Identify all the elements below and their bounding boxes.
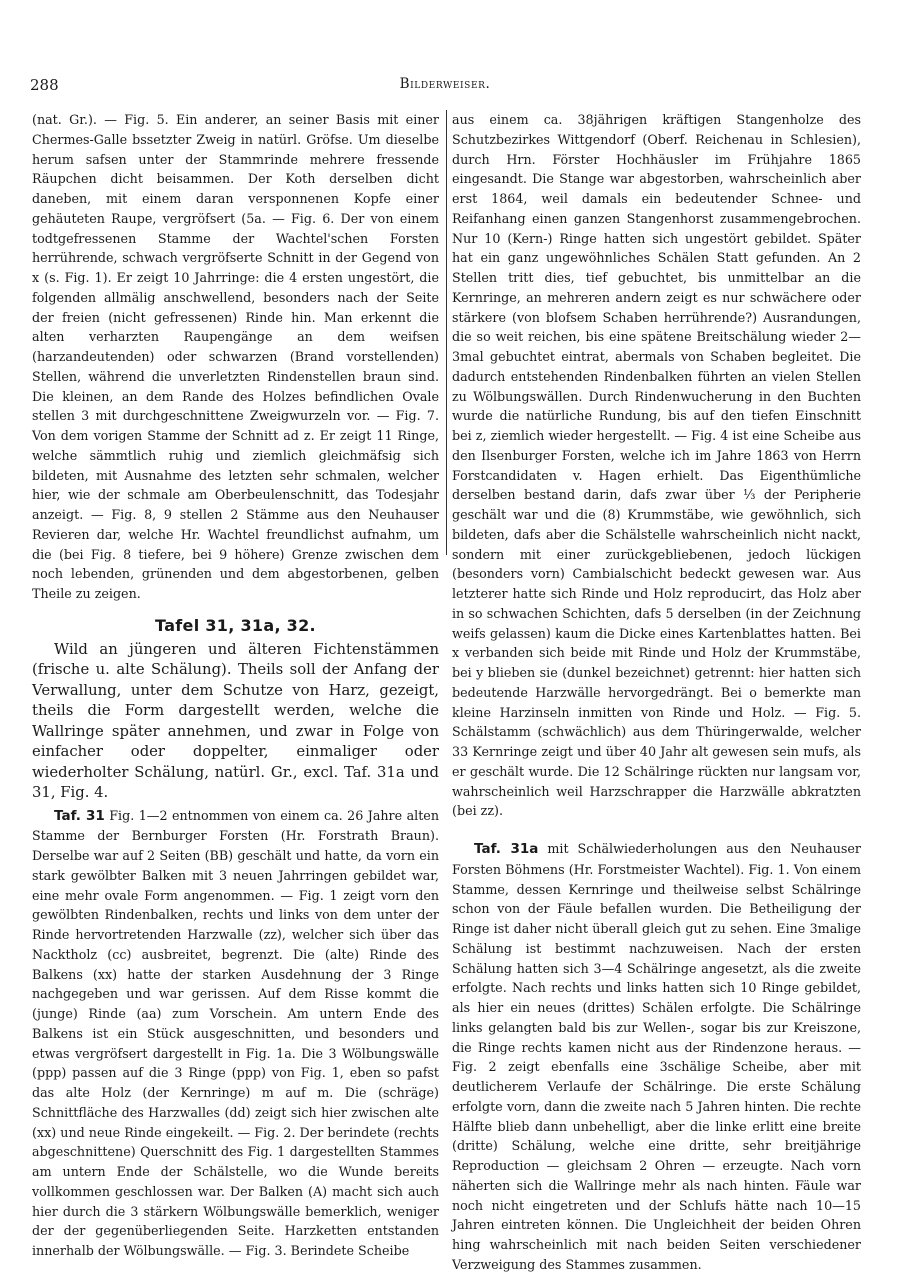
taf31-paragraph [32, 806, 439, 1261]
figure-description-paragraph: (nat. Gr.). — Fig. 5. Ein anderer, an seiner Basis mit einer Chermes-Galle bssetzter Zweig in natürl. Gröfse. Um dieselbe herum safsen unter der Stammrinde mehrere fressende Räupchen dicht beisammen. Der Koth derselben dicht daneben, mit einem daran versponnenen Kopfe einer gehäuteten Raupe, vergröfsert (5a. — Fig. 6. Der von einem todtgefressenen Stamme der Wachtel'schen Forsten herrührende, schwach vergröfserte Schnitt in der Gegend von x (s. Fig. 1). Er zeigt 10 Jahrringe: die 4 ersten ungestört, die folgenden allmälig anschwellend, besonders nach der Seite der freien (nicht gefressenen) Rinde hin. Man erkennt die alten verharzten Raupengänge an dem weifsen (harzandeutenden) oder schwarzen (Brand vorstellenden) Stellen, während die unverletzten Rindenstellen braun sind. Die kleinen, an dem Rande des Holzes befindlichen Ovale stellen 3 mit durchgeschnittene Zweigwurzeln vor. — Fig. 7. Von dem vorigen Stamme der Schnitt ad z. Er zeigt 11 Ringe, welche sämmtlich ruhig und ziemlich gleichmäfsig sich bildeten, mit Ausnahme des letzten sehr schmalen, welcher hier, wie der schmale am Oberbeulenschnitt, das Todesjahr anzeigt. — Fig. 8, 9 stellen 2 Stämme aus den Neuhauser Revieren dar, welche Hr. Wachtel freundlichst aufnahm, um die (bei Fig. 8 tiefere, bei 9 höhere) Grenze zwischen dem noch lebenden, grünenden und dem abgestorbenen, gelben Theile zu zeigen. [32, 112, 439, 601]
taf31a-label: Taf. 31a [474, 841, 539, 857]
taf31a-paragraph [452, 839, 861, 1275]
taf31-label: Taf. 31 [54, 807, 105, 824]
page-header [30, 76, 860, 98]
page-number: 288 [30, 76, 59, 94]
fig3-continuation-paragraph: aus einem ca. 38jährigen kräftigen Stangenholze des Schutzbezirkes Wittgendorf (Oberf. Reichenau in Schlesien), durch Hrn. Förster Hochhäusler im Frühjahre 1865 eingesandt. Die Stange war abgestorben, wahrscheinlich aber erst 1864, weil damals ein bedeutender Schnee- und Reifanhang einen ganzen Stangenhorst zusammengebrochen. Nur 10 (Kern-) Ringe hatten sich ungestört gebildet. Später hat ein ganz ungewöhnliches Schälen Statt gefunden. An 2 Stellen tritt dies, tief gebuchtet, bis unmittelbar an die Kernringe, an mehreren andern zeigt es nur schwächere oder stärkere (von blofsem Schaben herrührende?) Ausrandungen, die so weit reichen, bis eine spätene Breitschälung wieder 2—3mal gebuchtet eintrat, abermals von Schaben begleitet. Die dadurch entstehenden Rindenbalken führten an vielen Stellen zu Wölbungswällen. Durch Rindenwucherung in den Buchten wurde die natürliche Rundung, bis auf den tiefen Einschnitt bei z, ziemlich wieder hergestellt. — Fig. 4 ist eine Scheibe aus den Ilsenburger Forsten, welche ich im Jahre 1863 von Herrn Forstcandidaten v. Hagen erhielt. Das Eigenthümliche derselben bestand darin, dafs zwar über ⅓ der Peripherie geschält war und die (8) Krummstäbe, wie gewöhnlich, sich bildeten, dafs aber die Schälstelle wahrscheinlich nicht nackt, sondern mit einer zurückgebliebenen, jedoch lückigen (besonders vorn) Cambialschicht bedeckt gewesen war. Aus letzterer hatte sich Rinde und Holz reproducirt, das Holz aber in so schwachen Schichten, dafs 5 derselben (in der Zeichnung weifs gelassen) kaum die Dicke eines Kartenblattes hatten. Bei x verbanden sich beide mit Rinde und Holz der Krummstäbe, bei y blieben sie (dunkel bezeichnet) getrennt: hier hatten sich bedeutende Harzwälle hervorgedrängt. Bei o bemerkte man kleine Harzinseln inmitten von Rinde und Holz. — Fig. 5. Schälstamm (schwächlich) aus dem Thüringerwalde, welcher 33 Kernringe zeigt und über 40 Jahr alt gewesen sein mufs, als er geschält wurde. Die 12 Schälringe rückten nur langsam vor, wahrscheinlich weil Harzschrapper die Harzwälle abkratzten (bei zz). [452, 112, 861, 819]
column-divider [446, 110, 447, 555]
right-column [452, 110, 861, 1275]
taf31-text: Fig. 1—2 entnommen von einem ca. 26 Jahre alten Stamme der Bernburger Forsten (Hr. Forstrath Braun). Derselbe war auf 2 Seiten (BB) geschält und hatte, da vorn ein stark gewölbter Balken mit 3 neuen Jahrringen gebildet war, eine mehr ovale Form angenommen. — Fig. 1 zeigt vorn den gewölbten Rindenbalken, rechts und links von dem unter der Rinde hervortretenden Harzwalle (zz), welcher sich über das Nacktholz (cc) ausbreitet, begrenzt. Die (alte) Rinde des Balkens (xx) hatte der starken Ausdehnung der 3 Ringe nachgegeben und war gerissen. Auf dem Risse kommt die (junge) Rinde (aa) zum Vorschein. Am untern Ende des Balkens ist ein Stück ausgeschnitten, und besonders und etwas vergröfsert dargestellt in Fig. 1a. Die 3 Wölbungswälle (ppp) passen auf die 3 Ringe (ppp) von Fig. 1, eben so pafst das alte Holz (der Kernringe) m auf m. Die (schräge) Schnittfläche des Harzwalles (dd) zeigt sich hier zwischen alte (xx) und neue Rinde eingekeilt. — Fig. 2. Der berindete (rechts abgeschnittene) Querschnitt des Fig. 1 dargestellten Stammes am untern Ende der Schälstelle, wo die Wunde bereits vollkommen geschlossen war. Der Balken (A) macht sich auch hier durch die 3 stärkern Wölbungswälle bemerklich, weniger der der gegenüberliegenden Seite. Harzketten entstanden innerhalb der Wölbungswälle. — Fig. 3. Berindete Scheibe [32, 807, 439, 1258]
section-intro: Wild an jüngeren und älteren Fichtenstämmen (frische u. alte Schälung). Theils soll der Anfang der Verwallung, unter dem Schutze von Harz, gezeigt, theils die Form dargestellt werden, welche die Wallringe später annehmen, und zwar in Folge von einfacher oder doppelter, einmaliger oder wiederholter Schälung, natürl. Gr., excl. Taf. 31a und 31, Fig. 4. [32, 640, 439, 801]
taf31a-text: mit Schälwiederholungen aus den Neuhauser Forsten Böhmens (Hr. Forstmeister Wachtel). Fig. 1. Von einem Stamme, dessen Kernringe und theilweise selbst Schälringe schon von der Fäule befallen wurden. Die Betheiligung der Ringe ist daher nicht überall gleich gut zu sehen. Eine 3malige Schälung ist bestimmt nachzuweisen. Nach der ersten Schälung hatten sich 3—4 Schälringe angesetzt, als die zweite erfolgte. Nach rechts und links hatten sich 10 Ringe gebildet, als hier ein neues (drittes) Schälen erfolgte. Die Schälringe links gelangten bald bis zur Wellen-, sogar bis zur Kreiszone, die Ringe rechts kamen nicht aus der Rindenzone heraus. — Fig. 2 zeigt ebenfalls eine 3schälige Scheibe, aber mit deutlicherem Verlaufe der Schälringe. Die erste Schälung erfolgte vorn, dann die zweite nach 5 Jahren hinten. Die rechte Hälfte blieb dann unbehelligt, aber die linke erlitt eine breite (dritte) Schälung, welche eine dritte, sehr breitjährige Reproduction — gleichsam 2 Ohren — erzeugte. Nach vorn näherten sich die Wallringe mehr als nach hinten. Fäule war noch nicht eingetreten und der Schlufs hätte nach 10—15 Jahren eintreten können. Die Ungleichheit der beiden Ohren hing wahrscheinlich mit nach beiden Seiten verschiedener Verzweigung des Stammes zusammen. [452, 841, 861, 1272]
left-column [32, 110, 439, 1261]
section-heading: Tafel 31, 31a, 32. [155, 615, 316, 635]
running-title: Bilderweiser. [399, 76, 491, 92]
